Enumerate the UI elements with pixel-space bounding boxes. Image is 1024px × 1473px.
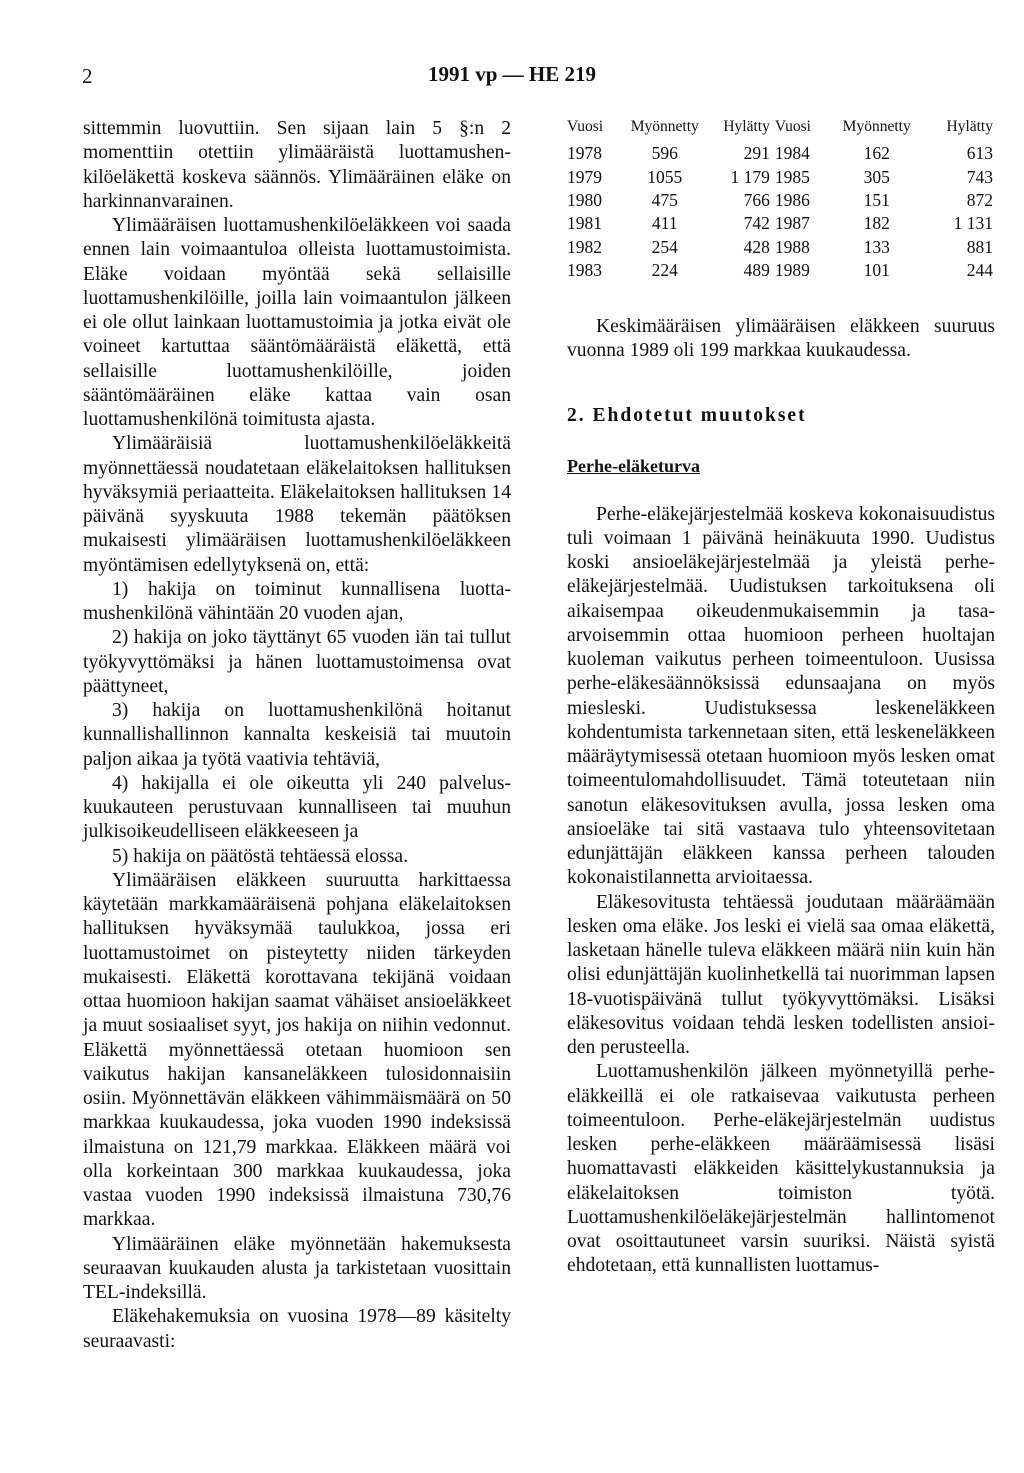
table-row	[567, 166, 995, 189]
table-cell: 1984	[774, 143, 810, 164]
table-cell: 475	[651, 190, 678, 211]
table-cell: 766	[743, 190, 770, 211]
table-cell: 1 179	[730, 166, 770, 187]
table-header-cell: Myönnetty	[842, 118, 911, 135]
body-paragraph: Ylimääräisen luottamushenkilöeläkkeen voi saada ennen lain voimaantuloa olleista luottamustoimista. Eläke voidaan myöntää sekä sellaisille luottamushenkilöille, joilla lain voimaantulon jälkeen ei ole ollut lainkaan luottamustoimia ja jotka eivät ole voineet kartuttaa sääntömääräistä eläkettä, että sellaisille luottamushenkilöille, joiden sääntömääräinen eläke kattaa vain osan luottamushenkilönä toimitusta ajasta.	[83, 215, 511, 430]
body-paragraph: Ylimääräinen eläke myönnetään hakemuksesta seuraavan kuukauden alusta ja tarkistetaan vuosittain TEL-indeksillä.	[83, 1233, 511, 1303]
table-cell: 613	[966, 143, 993, 164]
table-cell: 244	[966, 260, 993, 281]
right-column	[567, 117, 995, 1279]
table-cell: 254	[651, 236, 678, 257]
table-cell: 291	[743, 143, 770, 164]
table-header-cell: Vuosi	[567, 118, 604, 135]
sub-heading: Perhe-eläketurva	[567, 456, 700, 477]
list-item: 3) hakija on luottamushenkilönä hoitanut kunnallishallinnon kannalta keskeisiä tai muutoin paljon aikaa ja työtä vaativia tehtäviä,	[83, 700, 511, 770]
table-cell: 1982	[567, 236, 602, 257]
list-item: 1) hakija on toiminut kunnallisena luottamushenkilönä vähintään 20 vuoden ajan,	[83, 578, 511, 624]
table-cell: 133	[863, 236, 890, 257]
body-paragraph: Keskimääräisen ylimääräisen eläkkeen suuruus vuonna 1989 oli 199 markkaa kuukaudessa.	[567, 315, 995, 361]
body-paragraph: Eläkehakemuksia on vuosina 1978—89 käsitelty seuraavasti:	[83, 1306, 511, 1352]
table-cell: 596	[651, 143, 678, 164]
table-header-cell: Hylätty	[723, 118, 770, 135]
table-cell: 411	[651, 213, 678, 234]
table-cell: 1979	[567, 166, 602, 187]
table-row	[567, 142, 995, 165]
table-header-cell: Myönnetty	[630, 118, 699, 135]
table-cell: 1981	[567, 213, 602, 234]
table-row	[567, 259, 995, 282]
list-item: 2) hakija on joko täyttänyt 65 vuoden iän tai tullut työkyvyttömäksi ja hänen luottamustoimensa ovat päättyneet,	[83, 627, 511, 697]
table-cell: 428	[743, 236, 770, 257]
table-cell: 1980	[567, 190, 602, 211]
table-cell: 1985	[774, 166, 810, 187]
table-cell: 101	[863, 260, 890, 281]
running-head: 1991 vp — HE 219	[427, 62, 597, 86]
table-cell: 1 131	[953, 213, 993, 234]
table-cell: 1987	[774, 213, 810, 234]
table-header-row	[567, 115, 995, 142]
body-paragraph: sittemmin luovuttiin. Sen sijaan lain 5 §:n 2 momenttiin otettiin ylimääräistä luottamushenkilöeläkettä koskeva säännös. Ylimääräinen eläke on harkinnanvarainen.	[83, 118, 511, 212]
table-cell: 224	[651, 260, 678, 281]
table-cell: 1978	[567, 143, 602, 164]
table-cell: 305	[863, 166, 890, 187]
table-cell: 182	[863, 213, 890, 234]
table-row	[567, 212, 995, 235]
table-cell: 1989	[774, 260, 810, 281]
table-cell: 162	[863, 143, 890, 164]
body-paragraph: Luottamushenkilön jälkeen myönnetyillä perhe-eläkkeillä ei ole ratkaisevaa vaikutusta perheen toimeentuloon. Perhe-eläkejärjestelmän uudistus lesken perhe-eläkkeen määräämisessä lisäsi huomattavasti eläkkeiden käsittelykustannuksia ja eläkelaitoksen toimiston työtä. Luottamushenkilöeläkejärjestelmän hallintomenot ovat osoittautuneet varsin suuriksi. Näistä syistä ehdotetaan, että kunnallisten luottamus-	[567, 1061, 995, 1277]
page-number: 2	[82, 64, 93, 88]
body-paragraph: Ylimääräisiä luottamushenkilöeläkkeitä myönnettäessä noudatetaan eläkelaitoksen hallituksen hyväksymiä periaatteita. Eläkelaitoksen hallituksen 14 päivänä syyskuuta 1988 tekemän päätöksen mukaisesti ylimääräisen luottamushenkilöeläkkeen myöntämisen edellytyksenä on, että:	[83, 433, 511, 576]
body-paragraph: Ylimääräisen eläkkeen suuruutta harkittaessa käytetään markkamääräisenä pohjana eläkelaitoksen hallituksen hyväksymää taulukkoa, jossa eri luottamustoimet on pisteytetty niiden tärkeyden mukaisesti. Eläkettä korottavana tekijänä voidaan ottaa huomioon hakijan saamat vähäiset ansioeläkkeet ja muut sosiaaliset syyt, jos hakija on niihin vedonnut. Eläkettä myönnettäessä otetaan huomioon sen vaikutus hakijan kansaneläkkeen tulosidonnaisiin osiin. Myönnettävän eläkkeen vähimmäismäärä on 50 markkaa kuukaudessa, joka vuoden 1990 indeksissä ilmaistuna on 121,79 markkaa. Eläkkeen määrä voi olla korkeintaan 300 markkaa kuukaudessa, joka vastaa vuoden 1990 indeksissä ilmaistuna 730,76 markkaa.	[83, 869, 511, 1231]
table-cell: 743	[966, 166, 993, 187]
table-cell: 1986	[774, 190, 810, 211]
list-item: 4) hakijalla ei ole oikeutta yli 240 palveluskuukauteen perustuvaan kunnalliseen tai muuhun julkisoikeudelliseen eläkkeeseen ja	[83, 772, 511, 843]
table-cell: 872	[966, 190, 993, 211]
section-heading: 2. Ehdotetut muutokset	[567, 405, 807, 427]
body-paragraph: Eläkesovitusta tehtäessä joudutaan määräämään lesken oma eläke. Jos leski ei vielä saa omaa eläkettä, lasketaan hänelle tuleva eläkkeen määrä niin kuin hän olisi edunjättäjän kuolinhetkellä tai nuorimman lapsen 18-vuotispäivänä tullut työkyvyttömäksi. Lisäksi eläkesovitus voidaan tehdä lesken todellisten ansioiden perusteella.	[567, 891, 995, 1059]
table-header-cell: Vuosi	[774, 118, 811, 135]
left-column	[83, 117, 511, 1354]
body-paragraph: Perhe-eläkejärjestelmää koskeva kokonaisuudistus tuli voimaan 1 päivänä heinäkuuta 1990. Uudistus koski ansioeläkejärjestelmää ja yleistä perhe-eläkejärjestelmää. Uudistuksen tarkoituksena oli aikaisempaa oikeudenmukaisemmin ja tasa-arvoisemmin ottaa huomioon perheen huoltajan kuoleman vaikutus perheen toimeentuloon. Uusissa perhe-eläkesäännöksissä edunsaajana on myös miesleski. Uudistuksessa leskeneläkkeen kohdentumista tarkennetaan siten, että leskeneläkkeen määräytymisessä otetaan huomioon myös lesken omat toimeentulomahdollisuudet. Tämä toteutetaan niin sanotun eläkesovituksen avulla, jossa lesken oma ansioeläke tai sitä vastaava tulo yhteensovitetaan edunjättäjän eläkkeen kanssa perheen talouden kokonaistilannetta arvioitaessa.	[567, 503, 995, 889]
table-row	[567, 236, 995, 259]
list-item: 5) hakija on päätöstä tehtäessä elossa.	[112, 845, 408, 867]
applications-table	[567, 115, 995, 283]
table-row	[567, 189, 995, 212]
table-header-cell: Hylätty	[946, 118, 993, 135]
table-cell: 742	[743, 213, 770, 234]
table-cell: 489	[743, 260, 770, 281]
table-cell: 1988	[774, 236, 810, 257]
table-cell: 881	[966, 236, 993, 257]
table-cell: 151	[863, 190, 890, 211]
table-cell: 1055	[647, 166, 683, 187]
table-cell: 1983	[567, 260, 602, 281]
